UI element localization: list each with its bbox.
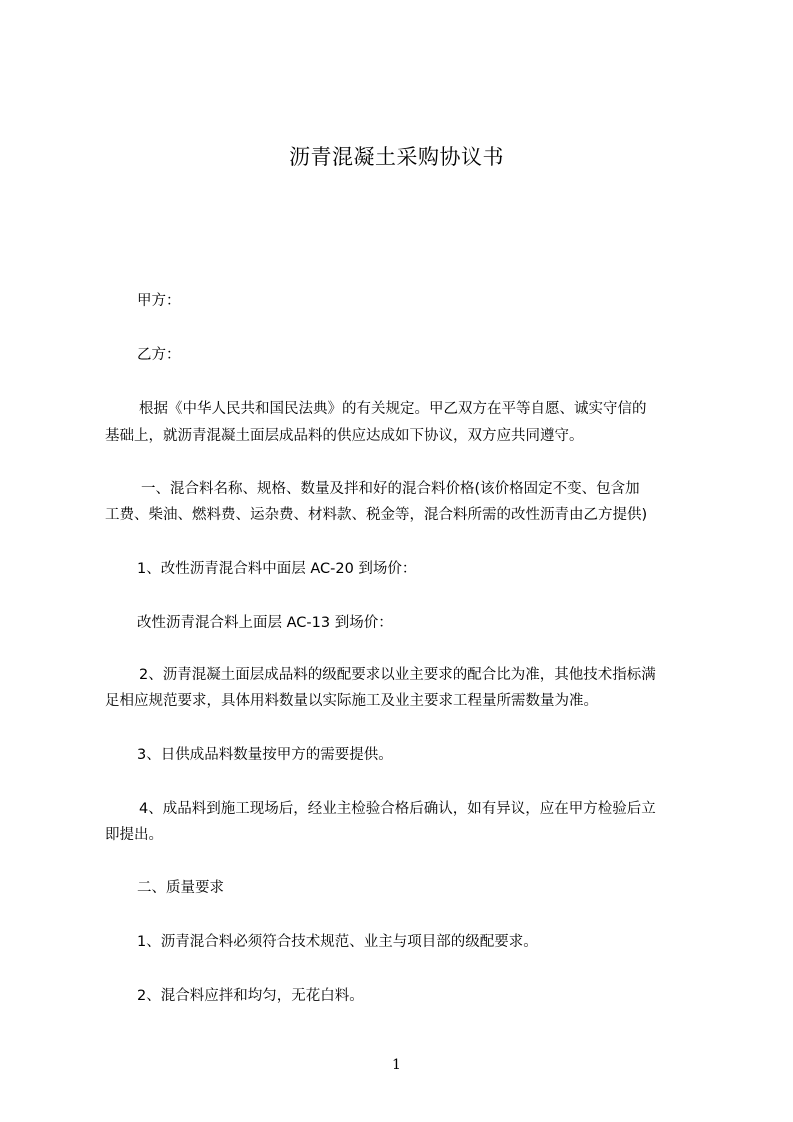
intro-line-1: 根据《中华人民共和国民法典》的有关规定。甲乙双方在平等自愿、诚实守信的 xyxy=(139,401,647,417)
section1-heading-line-2: 工费、柴油、燃料费、运杂费、材料款、税金等，混合料所需的改性沥青由乙方提供) xyxy=(105,507,648,523)
section1-item-4-line-1: 4、成品料到施工现场后，经业主检验合格后确认，如有异议，应在甲方检验后立 xyxy=(139,801,656,817)
document-title: 沥青混凝土采购协议书 xyxy=(289,145,504,169)
intro-line-2: 基础上，就沥青混凝土面层成品料的供应达成如下协议，双方应共同遵守。 xyxy=(105,428,584,444)
party-a-label: 甲方： xyxy=(137,293,181,309)
section1-item-1b: 改性沥青混合料上面层 AC-13 到场价： xyxy=(137,615,393,631)
section2-item-2: 2、混合料应拌和均匀，无花白料。 xyxy=(137,988,364,1004)
section1-item-3: 3、日供成品料数量按甲方的需要提供。 xyxy=(137,747,393,763)
section1-item-2-line-2: 足相应规范要求，具体用料数量以实际施工及业主要求工程量所需数量为准。 xyxy=(105,693,598,709)
section1-item-2-line-1: 2、沥青混凝土面层成品料的级配要求以业主要求的配合比为准，其他技术指标满 xyxy=(139,667,656,683)
section1-heading-line-1: 一、混合料名称、规格、数量及拌和好的混合料价格(该价格固定不变、包含加 xyxy=(141,481,640,497)
section1-item-4-line-2: 即提出。 xyxy=(105,827,163,843)
section2-item-1: 1、沥青混合料必须符合技术规范、业主与项目部的级配要求。 xyxy=(137,934,538,950)
section2-heading: 二、质量要求 xyxy=(137,880,224,896)
page-number: 1 xyxy=(392,1057,401,1073)
section1-item-1: 1、改性沥青混合料中面层 AC-20 到场价： xyxy=(137,561,417,577)
party-b-label: 乙方： xyxy=(137,347,181,363)
